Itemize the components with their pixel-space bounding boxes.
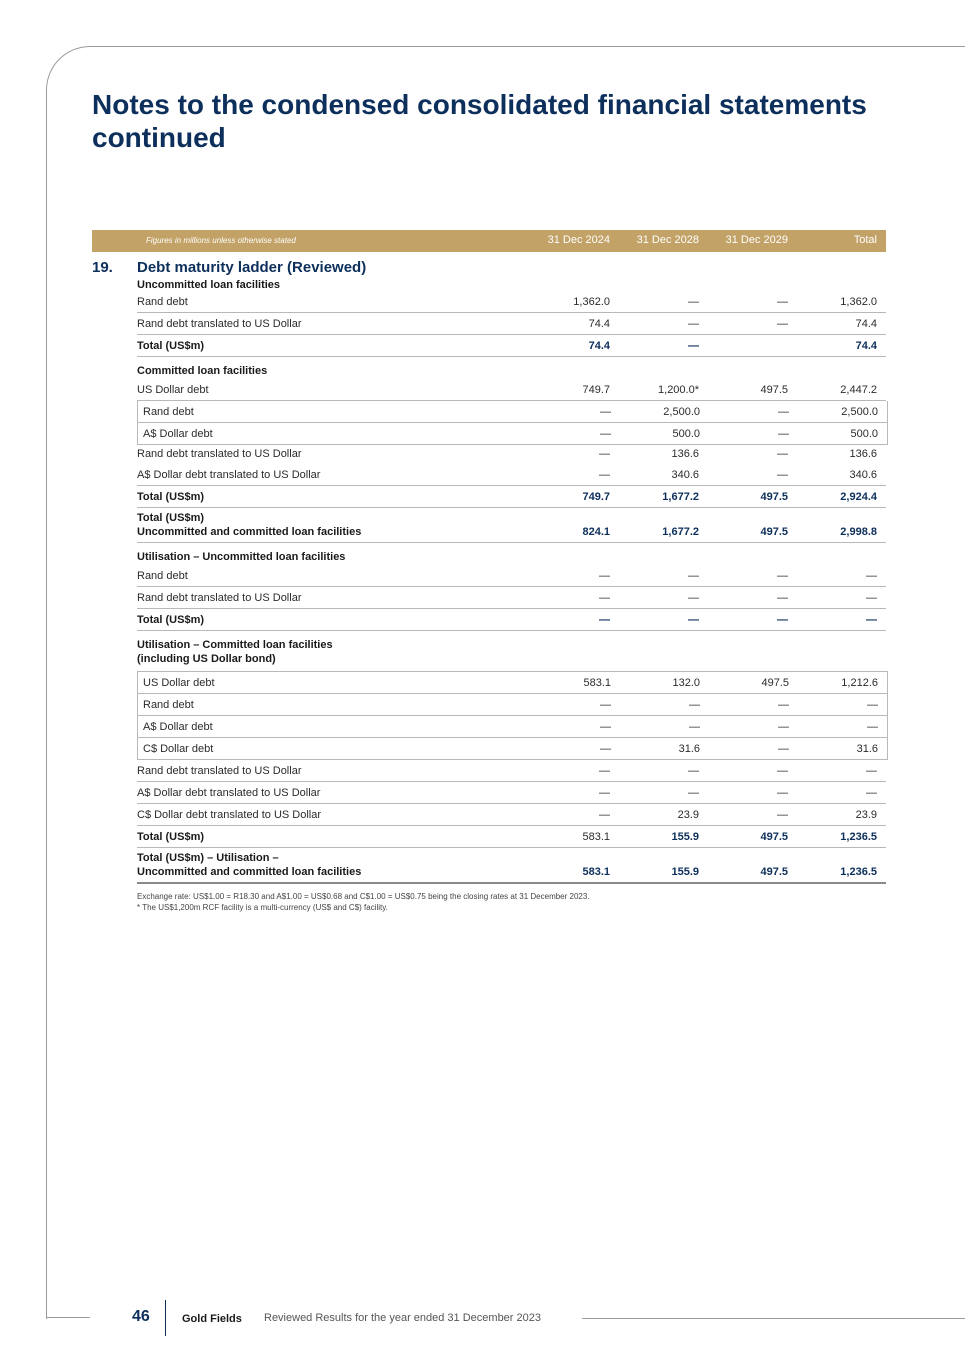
debt-maturity-table [92, 230, 886, 913]
footer-divider [165, 1300, 166, 1336]
table-row: Rand debt translated to US Dollar 74.4 — — 74.4 [137, 313, 886, 335]
subheading-util-uncommitted: Utilisation – Uncommitted loan facilities [137, 551, 346, 563]
col-header-2029: 31 Dec 2029 [725, 234, 788, 246]
table-row: C$ Dollar debt — 31.6 — 31.6 [137, 738, 888, 760]
page-number: 46 [132, 1308, 150, 1325]
table-row: Rand debt translated to US Dollar — — — — [137, 760, 886, 782]
table-row: A$ Dollar debt translated to US Dollar — 340.6 — 340.6 [137, 464, 886, 486]
col-header-total: Total [853, 234, 877, 246]
table-row: Rand debt translated to US Dollar — 136.6 — 136.6 [137, 448, 877, 460]
header-caption: Figures in millions unless otherwise stated [146, 236, 296, 245]
table-row: A$ Dollar debt — 500.0 — 500.0 [137, 423, 888, 445]
col-header-2024: 31 Dec 2024 [547, 234, 610, 246]
page-footer [0, 1308, 965, 1332]
section-heading [92, 257, 886, 277]
footnote: * The US$1,200m RCF facility is a multi-currency (US$ and C$) facility. [137, 903, 388, 912]
table-row: US Dollar debt 583.1 132.0 497.5 1,212.6 [137, 671, 888, 694]
table-row: Rand debt — — — — [137, 694, 888, 716]
table-header [92, 230, 886, 252]
total-row: Total (US$m) Uncommitted and committed loan facilities 824.1 1,677.2 497.5 2,998.8 [137, 508, 886, 543]
exchange-rate-note: Exchange rate: US$1.00 = R18.30 and A$1.00 = US$0.68 and C$1.00 = US$0.75 being the closing rates at 31 December 2023. [137, 892, 590, 901]
total-row: Total (US$m) — — — — [137, 609, 886, 631]
footer-rule [582, 1318, 965, 1319]
subheading-uncommitted: Uncommitted loan facilities [137, 279, 281, 291]
table-row: Rand debt — — — — [137, 565, 886, 587]
footer-brand: Gold Fields [182, 1313, 242, 1325]
total-row: Total (US$m) 749.7 1,677.2 497.5 2,924.4 [137, 486, 886, 508]
table-row: Rand debt 1,362.0 — — 1,362.0 [137, 293, 886, 313]
col-header-2028: 31 Dec 2028 [636, 234, 699, 246]
total-row: Total (US$m) 74.4 — 74.4 [137, 335, 886, 357]
table-row: Rand debt — 2,500.0 — 2,500.0 [137, 401, 888, 423]
subheading-committed: Committed loan facilities [137, 365, 268, 377]
table-row: Rand debt translated to US Dollar — — — — [137, 587, 886, 609]
table-row: A$ Dollar debt translated to US Dollar — — — — [137, 782, 886, 804]
footer-subtitle: Reviewed Results for the year ended 31 December 2023 [264, 1312, 541, 1324]
section-number: 19. [92, 259, 113, 276]
table-row: A$ Dollar debt — — — — [137, 716, 888, 738]
table-notes [137, 891, 886, 913]
section-title: Debt maturity ladder (Reviewed) [137, 259, 367, 276]
total-row: Total (US$m) 583.1 155.9 497.5 1,236.5 [137, 826, 886, 848]
total-row: Total (US$m) – Utilisation – Uncommitted and committed loan facilities 583.1 155.9 497.5 1,236.5 [137, 848, 886, 884]
page-title: Notes to the condensed consolidated financial statements continued [92, 89, 867, 153]
subheading-util-committed: Utilisation – Committed loan facilities (including US Dollar bond) [137, 639, 333, 665]
table-row: C$ Dollar debt translated to US Dollar — 23.9 — 23.9 [137, 804, 886, 826]
table-row: US Dollar debt 749.7 1,200.0* 497.5 2,447.2 [137, 379, 886, 401]
